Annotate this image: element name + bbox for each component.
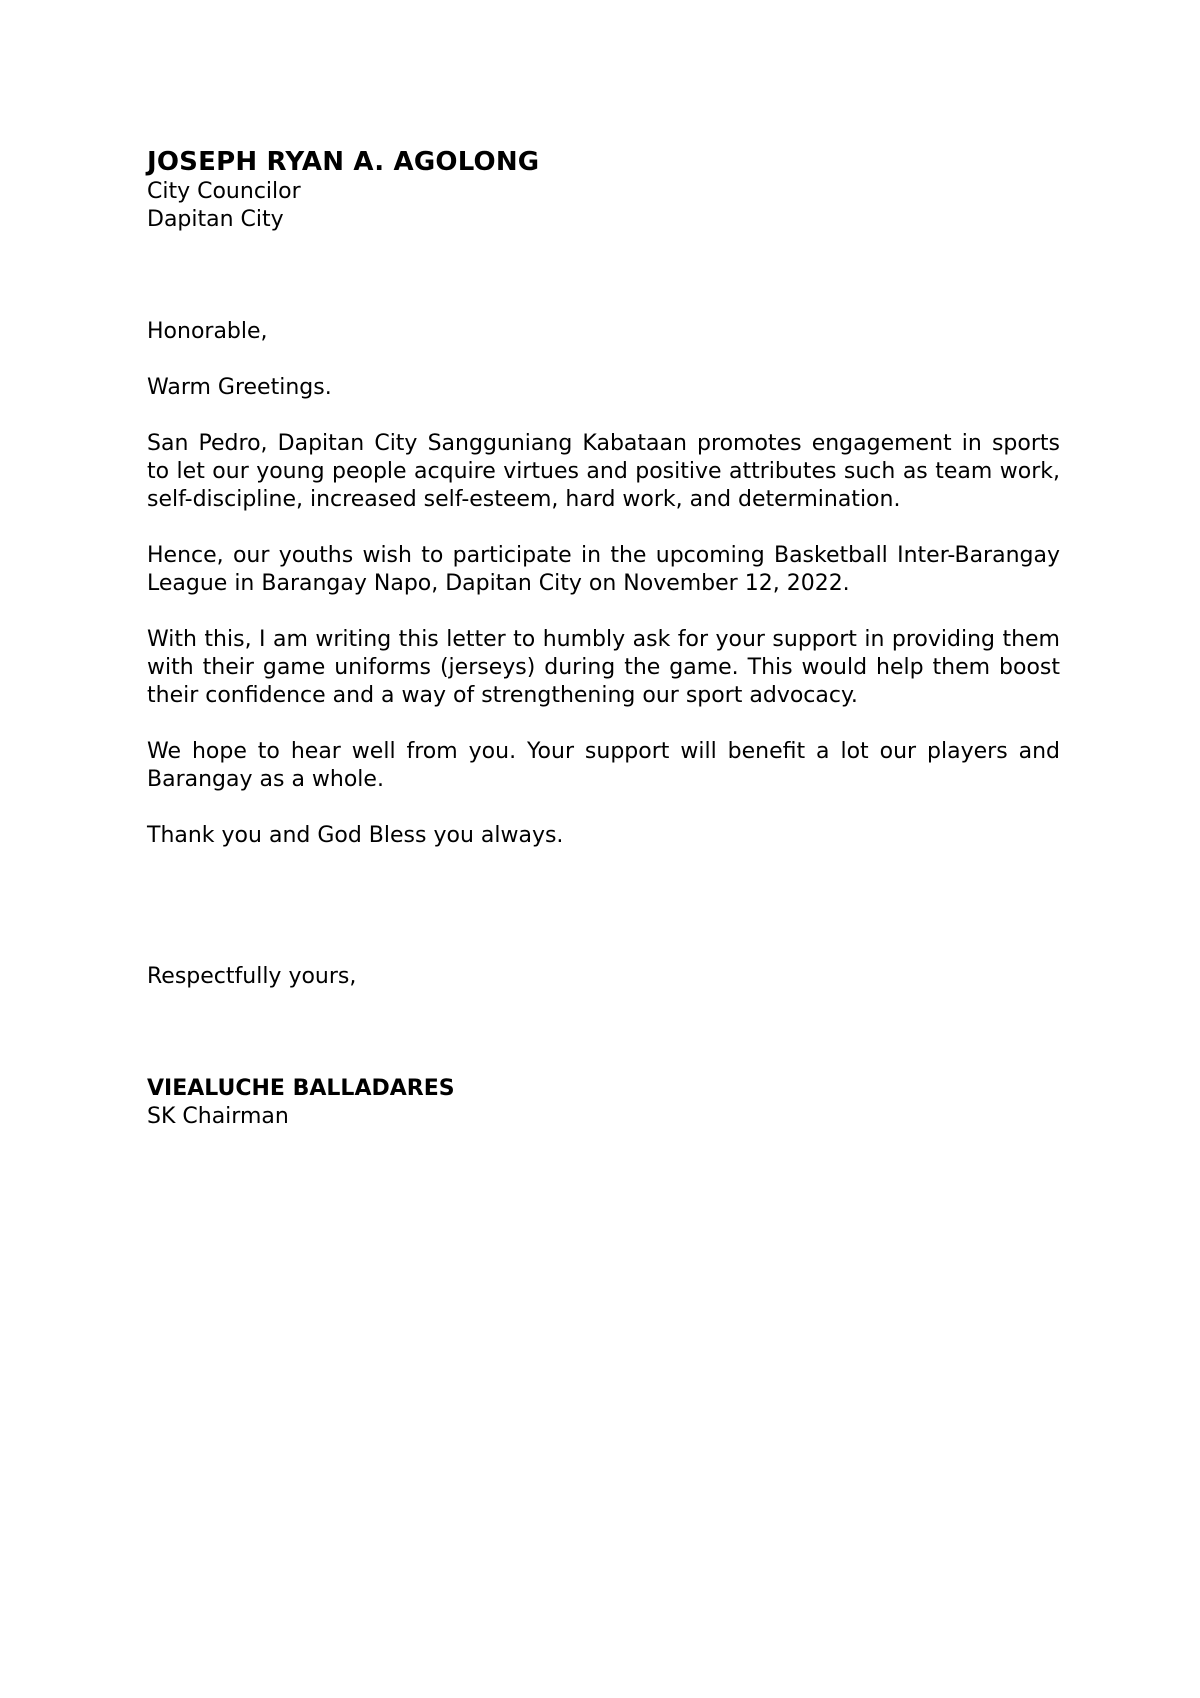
recipient-name: JOSEPH RYAN A. AGOLONG xyxy=(147,147,540,177)
signer-title: SK Chairman xyxy=(147,1104,289,1129)
paragraph-sports-engagement: San Pedro, Dapitan City Sangguniang Kabataan promotes engagement in sports to let our young people acquire virtues and positive attributes such as team work, self-discipline, increased self-esteem, hard work, and determination. xyxy=(147,431,1060,512)
recipient-title: City Councilor xyxy=(147,179,301,204)
salutation: Honorable, xyxy=(147,319,268,344)
signer-name: VIEALUCHE BALLADARES xyxy=(147,1076,455,1101)
closing: Respectfully yours, xyxy=(147,964,357,989)
paragraph-thank-you: Thank you and God Bless you always. xyxy=(147,823,564,848)
letter-body xyxy=(147,146,1060,1131)
paragraph-league-participation: Hence, our youths wish to participate in the upcoming Basketball Inter-Barangay League in Barangay Napo, Dapitan City on November 12, 2022. xyxy=(147,543,1060,596)
paragraph-hope-to-hear: We hope to hear well from you. Your support will benefit a lot our players and Barangay as a whole. xyxy=(147,739,1060,792)
recipient-location: Dapitan City xyxy=(147,207,284,232)
greeting: Warm Greetings. xyxy=(147,375,332,400)
paragraph-uniform-request: With this, I am writing this letter to humbly ask for your support in providing them with their game uniforms (jerseys) during the game. This would help them boost their confidence and a way of strengthening our sport advocacy. xyxy=(147,627,1060,708)
